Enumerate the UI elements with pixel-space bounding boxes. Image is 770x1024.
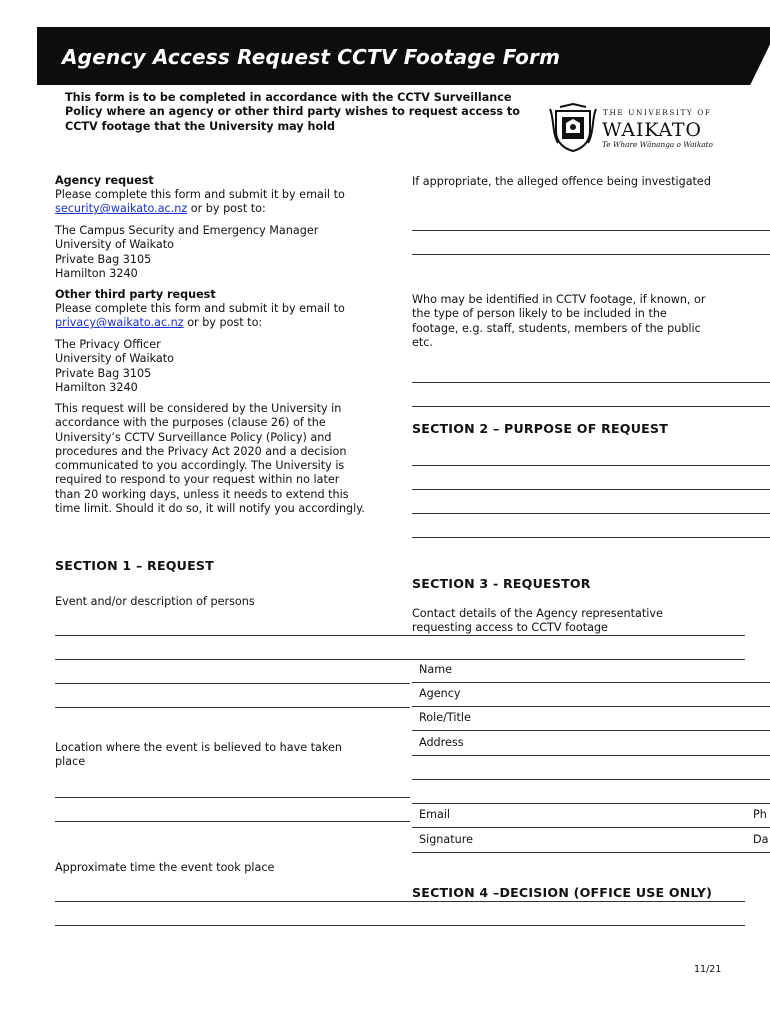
third-party-instruction-end: or by post to: [187,316,263,330]
agency-request-text [55,188,375,217]
address-input-line-2[interactable] [412,779,770,780]
section-1-title: SECTION 1 – REQUEST [55,558,214,573]
phone-field-label: Ph [753,808,767,821]
identified-input-line-1[interactable] [412,382,770,383]
location-input-line-1[interactable] [55,797,410,798]
name-input-line[interactable] [412,682,770,683]
purpose-input-line-3[interactable] [412,513,770,514]
purpose-input-line-4[interactable] [412,537,770,538]
third-party-instruction: Please complete this form and submit it by email to [55,302,345,315]
time-input-line-2[interactable] [55,925,745,926]
address-input-line-1[interactable] [412,755,770,756]
address-field-label: Address [419,736,464,749]
address-line: Private Bag 3105 [55,366,152,380]
section-4-title: SECTION 4 –DECISION (OFFICE USE ONLY) [412,885,713,900]
logo-line-3: Te Whare Wānanga o Waikato [602,140,713,149]
date-field-label: Da [753,833,769,846]
address-line: The Campus Security and Emergency Manager [55,224,319,237]
address-line: Hamilton 3240 [55,266,138,280]
address-line: Private Bag 3105 [55,252,152,266]
address-line: University of Waikato [55,352,175,366]
agency-address [55,224,318,281]
logo-line-2: WAIKATO [602,119,702,141]
purpose-input-line-2[interactable] [412,489,770,490]
footer-code: 11/21 [694,964,722,975]
address-line: Hamilton 3240 [55,380,138,394]
event-input-line-3[interactable] [55,683,410,684]
event-input-line-2[interactable] [55,659,745,660]
signature-field-label: Signature [419,833,473,846]
logo-line-1: THE UNIVERSITY OF [603,108,712,117]
privacy-email-link[interactable]: privacy@waikato.ac.nz [55,316,184,330]
address-line: The Privacy Officer [55,338,161,351]
address-input-line-3[interactable] [412,803,770,804]
time-input-line-1[interactable] [55,901,745,902]
event-input-line-4[interactable] [55,707,410,708]
agency-request-instruction-end: or by post to: [190,202,266,216]
agency-input-line[interactable] [412,706,770,707]
identified-label: Who may be identified in CCTV footage, if known, or the type of person likely to be included in the footage, e.g. staff, students, members of the public etc. [412,293,706,349]
consideration-text: This request will be considered by the University in accordance with the purposes (clause 26) of the University’s CCTV Surveillance Policy (Policy) and procedures and the Privacy Act 2020 and a decision communicated to you accordingly. The University is required to respond to your request within no later than 20 working days, unless it needs to extend this time limit. Should it do so, it will notify you accordingly. [55,402,365,516]
offence-label: If appropriate, the alleged offence being investigated [412,175,711,188]
offence-input-line-2[interactable] [412,254,770,255]
agency-field-label: Agency [419,687,461,700]
university-crest-icon [548,103,598,153]
event-label: Event and/or description of persons [55,595,255,608]
role-input-line[interactable] [412,730,770,731]
agency-request-instruction: Please complete this form and submit it by email to [55,188,345,201]
third-party-text [55,302,375,331]
third-party-heading: Other third party request [55,288,216,301]
location-input-line-2[interactable] [55,821,410,822]
security-email-link[interactable]: security@waikato.ac.nz [55,202,188,216]
signature-date-input-line[interactable] [412,852,770,853]
offence-input-line-1[interactable] [412,230,770,231]
location-label: Location where the event is believed to have taken place [55,741,342,769]
identified-input-line-2[interactable] [412,406,770,407]
section-2-title: SECTION 2 – PURPOSE OF REQUEST [412,421,668,436]
email-field-label: Email [419,808,451,821]
name-field-label: Name [419,663,453,676]
agency-request-heading: Agency request [55,174,154,187]
address-line: University of Waikato [55,238,175,252]
time-label: Approximate time the event took place [55,861,275,874]
page-title: Agency Access Request CCTV Footage Form [62,45,561,69]
purpose-input-line-1[interactable] [412,465,770,466]
intro-text: This form is to be completed in accordance with the CCTV Surveillance Policy where an agency or other third party wishes to request access to CCTV footage that the University may hold [65,91,520,133]
email-phone-input-line[interactable] [412,827,770,828]
role-field-label: Role/Title [419,711,471,724]
contact-label: Contact details of the Agency representative requesting access to CCTV footage [412,607,663,635]
third-party-address [55,338,174,395]
section-3-title: SECTION 3 - REQUESTOR [412,576,591,591]
